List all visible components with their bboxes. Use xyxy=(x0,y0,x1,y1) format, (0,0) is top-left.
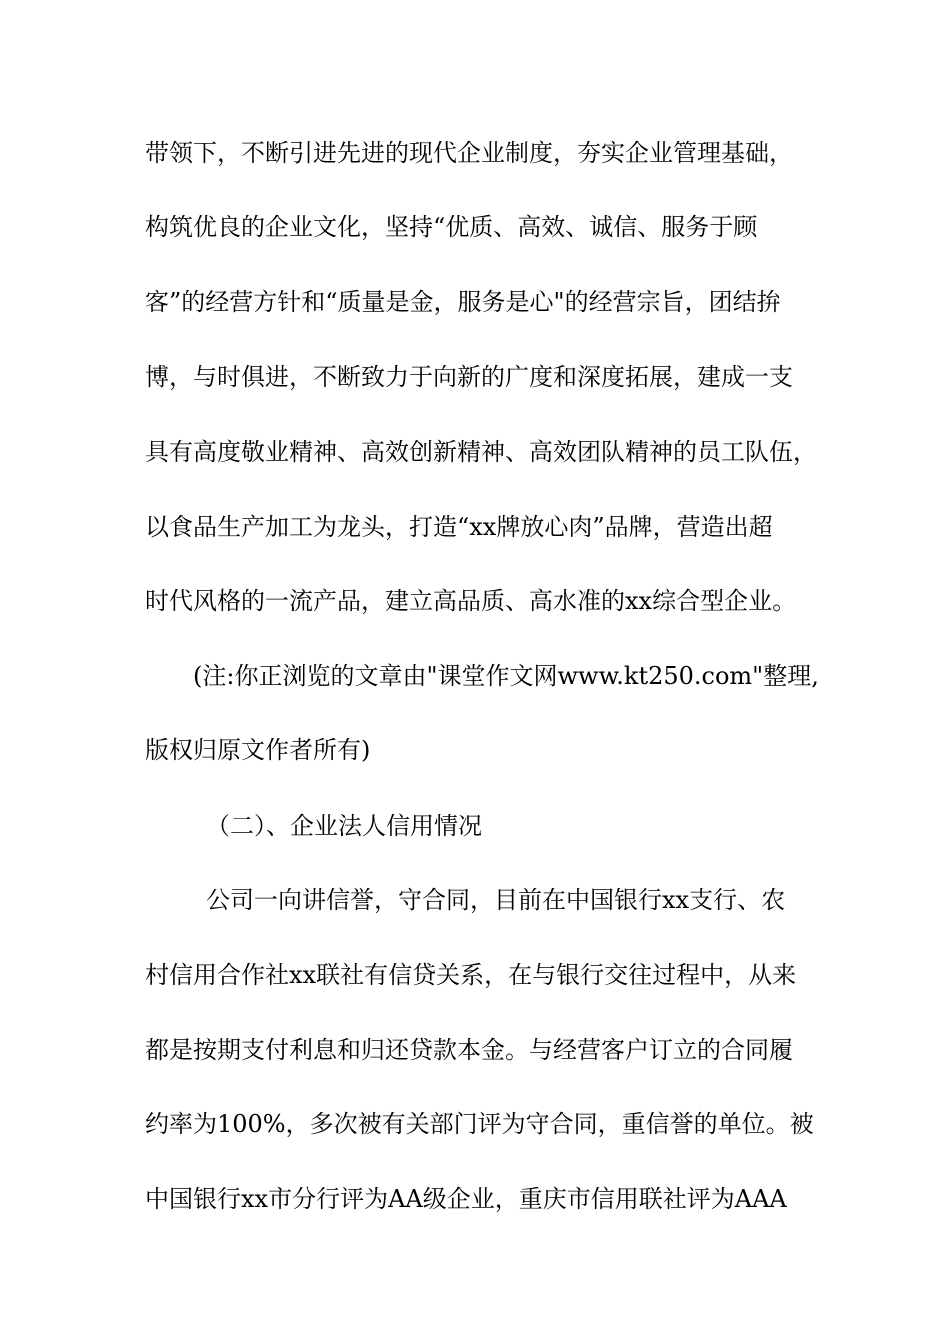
paragraph-line: 中国银行xx市分行评为AA级企业，重庆市信用联社评为AAA xyxy=(145,1185,787,1213)
paragraph-line: 时代风格的一流产品，建立高品质、高水准的xx综合型企业。 xyxy=(145,587,797,615)
paragraph-line: 带领下，不断引进先进的现代企业制度，夯实企业管理基础， xyxy=(145,139,793,167)
paragraph-line: 村信用合作社xx联社有信贷关系，在与银行交往过程中，从来 xyxy=(145,961,797,989)
note-line: 版权归原文作者所有) xyxy=(145,736,371,764)
paragraph-line: 博，与时俱进，不断致力于向新的广度和深度拓展，建成一支 xyxy=(145,363,793,391)
paragraph-line: 具有高度敬业精神、高效创新精神、高效团队精神的员工队伍， xyxy=(145,438,817,466)
section-heading: （二）、企业法人信用情况 xyxy=(206,812,482,840)
note-line: (注:你正浏览的文章由"课堂作文网www.kt250.com"整理, xyxy=(193,662,819,690)
paragraph-line: 都是按期支付利息和归还贷款本金。与经营客户订立的合同履 xyxy=(145,1036,793,1064)
paragraph-line: 以食品生产加工为龙头，打造“xx牌放心肉”品牌，营造出超 xyxy=(145,513,773,541)
paragraph-line: 约率为100%，多次被有关部门评为守合同，重信誉的单位。被 xyxy=(145,1110,814,1138)
paragraph-line: 客”的经营方针和“质量是金，服务是心"的经营宗旨，团结拚 xyxy=(145,288,781,316)
paragraph-line: 构筑优良的企业文化，坚持“优质、高效、诚信、服务于顾 xyxy=(145,213,758,241)
paragraph-line: 公司一向讲信誉，守合同，目前在中国银行xx支行、农 xyxy=(206,886,786,914)
